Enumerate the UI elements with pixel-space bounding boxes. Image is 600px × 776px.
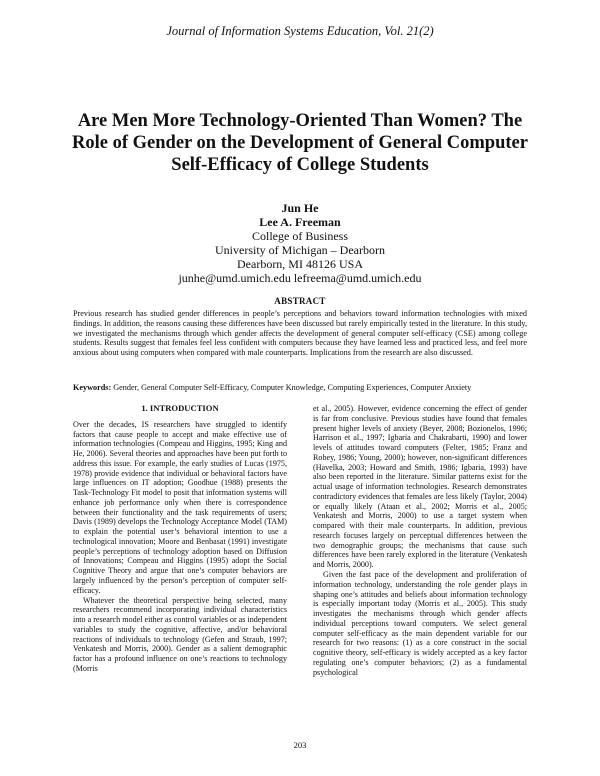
- keywords: [73, 383, 527, 393]
- column-left: [73, 404, 287, 674]
- paragraph: Over the decades, IS researchers have struggled to identify factors that cause people to accept and make effective use of information technologies (Compeau and Higgins, 1995; King and He, 2006). Several theories and approaches have been put forth to address this issue. For example, the early studies of Lucas (1975, 1978) provide evidence that individual or behavioral factors have large influences on IT adoption; Goodhue (1988) presents the Task-Technology Fit model to posit that information systems will enhance job performance only when there is correspondence between their functionality and the task requirements of users; Davis (1989) develops the Technology Acceptance Model (TAM) to explain the potential user’s behavioral intention to use a technological innovation; Moore and Benbasat (1991) investigate people’s perceptions of technology adoption based on Diffusion of Innovations; Compeau and Higgins (1995) adopt the Social Cognitive Theory and argue that one’s computer behaviors are largely influenced by the person’s perception of computer self-efficacy.: [73, 419, 287, 595]
- page-number: 203: [293, 740, 307, 750]
- author-address: Dearborn, MI 48126 USA: [237, 257, 363, 271]
- author-affiliation-college: College of Business: [252, 229, 348, 243]
- paragraph: et al., 2005). However, evidence concerning the effect of gender is far from conclusive. Previous studies have found that females present higher levels of anxiety (Beyer, 2008; Bozionelos, 1996; Harrison et al., 1997; Igbaria and Chakrabarti, 1990) and lower levels of attitudes toward computers (Felter, 1985; Franz and Robey, 1986; Young, 2000); however, non-significant differences (Havelka, 2003; Howard and Smith, 1986; Igbaria, 1993) have also been reported in the literature. Similar patterns exist for the actual usage of information technologies. Research demonstrates contradictory evidences that females are less likely (Taylor, 2004) or equally likely (Ataan et al., 2002; Morris et al., 2005; Venkatesh and Morris, 2000) to use a target system when compared with their male counterparts. In addition, previous research focuses largely on perceptual differences between the two demographic groups; the mechanisms that cause such differences have been rarely explored in the literature (Venkatesh and Morris, 2000).: [313, 404, 527, 570]
- author-affiliation-university: University of Michigan – Dearborn: [215, 243, 385, 257]
- author-block: [0, 201, 600, 285]
- keywords-list: Gender, General Computer Self-Efficacy, Computer Knowledge, Computing Experiences, Computer Anxiety: [111, 383, 472, 392]
- author-emails: junhe@umd.umich.edu lefreema@umd.umich.edu: [178, 271, 422, 285]
- abstract-heading: ABSTRACT: [274, 296, 326, 306]
- keywords-label: Keywords:: [73, 383, 112, 392]
- paragraph: Whatever the theoretical perspective being selected, many researchers recommend incorporating individual characteristics into a research model either as control variables or as independent variables to study the cognitive, affective, and/or behavioral reactions of individuals to technology (Gefen and Straub, 1997; Venkatesh and Morris, 2000). Gender as a salient demographic factor has a profound influence on one’s reactions to technology (Morris: [73, 595, 287, 673]
- author-name: Jun He: [281, 201, 319, 215]
- paper-title: Are Men More Technology-Oriented Than Women? The Role of Gender on the Development of General Computer Self-Efficacy of College Students: [72, 111, 528, 175]
- paragraph: Given the fast pace of the development and proliferation of information technology, understanding the role gender plays in shaping one’s attitudes and beliefs about information technology is especially important today (Morris et al., 2005). This study investigates the mechanisms through which gender affects individual perceptions toward computers. We select general computer self-efficacy as the main dependent variable for our research for two reasons: (1) as a core construct in the social cognitive theory, self-efficacy is widely accepted as a key factor regulating one’s computer behaviors; (2) as a fundamental psychological: [313, 570, 527, 677]
- column-right: [313, 404, 527, 677]
- section-heading: 1. INTRODUCTION: [141, 403, 219, 413]
- journal-header: Journal of Information Systems Education, Vol. 21(2): [166, 24, 434, 38]
- author-name: Lee A. Freeman: [259, 215, 341, 229]
- abstract-text: Previous research has studied gender differences in people’s perceptions and behaviors toward information technologies with mixed findings. In addition, the reasons causing these differences have been discussed but rarely empirically tested in the literature. In this study, we investigated the mechanisms through which gender affects the development of general computer self-efficacy (CSE) among college students. Results suggest that females feel less confident with computers because they have learned less and practiced less, and feel more anxious about using computers when compared with male counterparts. Implications from the research are also discussed.: [73, 309, 527, 358]
